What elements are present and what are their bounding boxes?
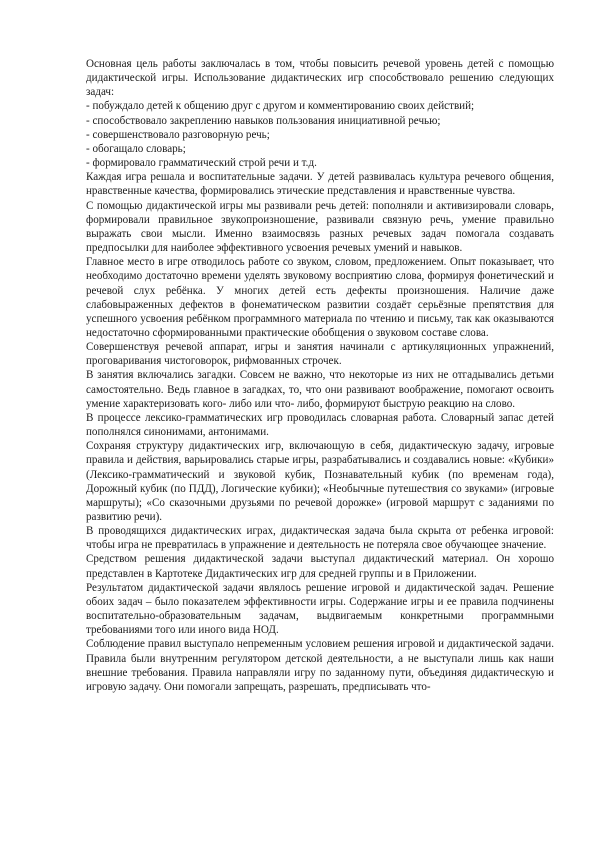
paragraph-intro: Основная цель работы заключалась в том, чтобы повысить речевой уровень детей с помощью дидактической игры. Использование дидактических игр способствовало решению следующих задач:	[86, 58, 554, 99]
list-item: - формировало грамматический строй речи и т.д.	[86, 157, 317, 170]
document-page	[86, 57, 554, 694]
paragraph: В проводящихся дидактических играх, дидактическая задача была скрыта от ребенка игровой: чтобы игра не превратилась в упражнение и деятельность не потеряла свое обучающее значение.	[86, 525, 554, 552]
paragraph: Каждая игра решала и воспитательные задачи. У детей развивалась культура речевого общения, нравственные качества, формировались этические представления и нравственные чувства.	[86, 171, 554, 198]
list-item: - совершенствовало разговорную речь;	[86, 128, 270, 141]
list-item: - побуждало детей к общению друг с другом и комментированию своих действий;	[86, 100, 475, 113]
paragraph: Соблюдение правил выступало непременным условием решения игровой и дидактической задачи. Правила были внутренним регулятором детской деятельности, а не выступали лишь как наши внешние требования. Правила направляли игру по заданному пути, объединяя дидактическую и игровую задачу. Они помогали запрещать, разрешать, предписывать что-	[86, 638, 554, 693]
paragraph: Главное место в игре отводилось работе со звуком, словом, предложением. Опыт показывает, что необходимо достаточно времени уделять звуковому восприятию слова, формируя фонетический и речевой слух ребёнка. У многих детей есть дефекты произношения. Наличие даже слабовыраженных дефектов в фонематическом развитии создаёт серьёзные препятствия для успешного усвоения ребёнком программного материала по чтению и письму, так как оказываются недостаточно сформированными практические обобщения о звуковом составе слова.	[86, 256, 554, 339]
list-item: - способствовало закреплению навыков пользования инициативной речью;	[86, 114, 441, 127]
list-item: - обогащало словарь;	[86, 142, 186, 155]
paragraph: С помощью дидактической игры мы развивали речь детей: пополняли и активизировали словарь, формировали правильное звукопроизношение, развивали связную речь, умение правильно выражать свои мысли. Именно взаимосвязь разных речевых задач помогала создавать предпосылки для наиболее эффективного усвоения речевых умений и навыков.	[86, 199, 554, 255]
paragraph: В процессе лексико-грамматических игр проводилась словарная работа. Словарный запас детей пополнялся синонимами, антонимами.	[86, 411, 554, 439]
paragraph: Результатом дидактической задачи являлось решение игровой и дидактической задач. Решение обоих задач – было показателем эффективности игры. Содержание игры и ее правила подчинены воспитательно-образовательным задачам, выдвигаемым конкретными программными требованиями того или иного вида НОД.	[86, 581, 554, 637]
paragraph: Совершенствуя речевой аппарат, игры и занятия начинали с артикуляционных упражнений, проговаривания чистоговорок, рифмованных строчек.	[86, 341, 554, 368]
paragraph: Средством решения дидактической задачи выступал дидактический материал. Он хорошо представлен в Картотеке Дидактических игр для средней группы и в Приложении.	[86, 553, 554, 580]
paragraph: В занятия включались загадки. Совсем не важно, что некоторые из них не отгадывались детьми самостоятельно. Ведь главное в загадках, то, что они развивают воображение, помогают освоить умение характеризовать кого- либо или что- либо, формируют быструю реакцию на слово.	[86, 369, 554, 410]
paragraph: Сохраняя структуру дидактических игр, включающую в себя, дидактическую задачу, игровые правила и действия, варьировались старые игры, разрабатывались и создавались новые: «Кубики» (Лексико-грамматический и звуковой кубик, Познавательный кубик (по временам года), Дорожный кубик (по ПДД), Логические кубики); «Необычные путешествия со звуками» (игровые маршруты); «Со сказочными друзьями по речевой дорожке» (игровой маршрут с заданиями по развитию речи).	[86, 440, 554, 523]
